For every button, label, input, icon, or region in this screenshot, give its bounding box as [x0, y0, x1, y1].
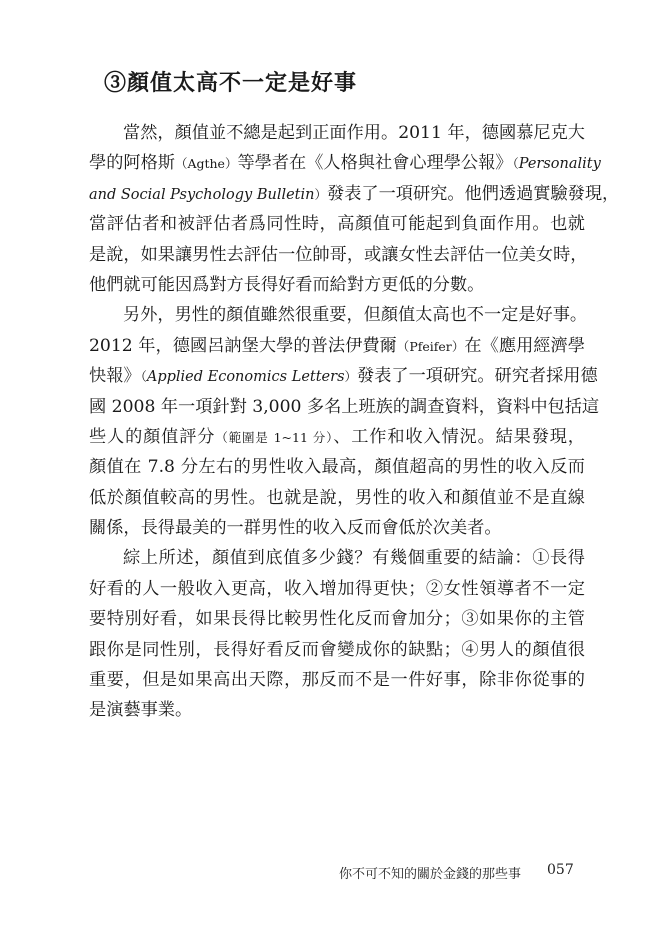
text-run: 顏值在 7.8 分左右的男性收入最高，顏值超高的男性的收入反而 — [89, 457, 585, 478]
text-line — [89, 209, 585, 239]
text-run: 2012 年，德國呂訥堡大學的普法伊費爾 — [89, 335, 397, 356]
text-line — [89, 483, 585, 513]
text-line — [89, 118, 585, 148]
text-line — [89, 635, 585, 665]
text-run: 他們就可能因爲對方長得好看而給對方更低的分數。 — [89, 274, 485, 295]
text-run: 等學者在《人格與社會心理學公報》 — [237, 153, 513, 174]
text-line — [89, 513, 585, 543]
text-run: 當評估者和被評估者爲同性時，高顏值可能起到負面作用。也就 — [89, 214, 585, 235]
text-run: 快報》 — [89, 366, 141, 387]
text-line — [89, 695, 585, 725]
text-run: 重要，但是如果高出天際，那反而不是一件好事，除非你從事的 — [89, 670, 585, 691]
small-text-run: ） — [314, 186, 327, 202]
text-line — [89, 665, 585, 695]
text-run: 是演藝事業。 — [89, 700, 193, 721]
text-line — [89, 452, 585, 482]
text-run: 綜上所述，顏值到底值多少錢？有幾個重要的結論：①長得 — [123, 548, 585, 569]
text-line — [89, 270, 585, 300]
text-run: 要特別好看，如果長得比較男性化反而會加分；③如果你的主管 — [89, 609, 585, 630]
small-text-run: （ — [140, 369, 147, 385]
text-line — [89, 331, 585, 361]
paragraph — [89, 543, 585, 725]
italic-title-run: Applied Economics Letters — [146, 369, 345, 386]
text-run: 低於顏值較高的男性。也就是說，男性的收入和顏值並不是直線 — [89, 487, 585, 508]
small-text-run: ） — [344, 369, 358, 385]
text-run: 些人的顏值評分 — [89, 426, 216, 447]
small-text-run: （Agthe） — [174, 156, 238, 172]
text-line — [89, 300, 588, 330]
paragraph — [89, 118, 620, 300]
text-run: 關係，長得最美的一群男性的收入反而會低於次美者。 — [89, 518, 502, 539]
small-text-run: （Pfeifer） — [396, 338, 465, 354]
text-run: 、工作和收入情況。結果發現， — [333, 426, 585, 447]
text-line — [89, 361, 598, 391]
text-line — [89, 148, 601, 178]
text-line — [89, 240, 588, 270]
text-run: 當然，顏值並不總是起到正面作用。2011 年，德國慕尼克大 — [123, 123, 585, 143]
running-footer-title: 你不可不知的關於金錢的那些事 — [339, 867, 522, 882]
text-line — [89, 604, 585, 634]
small-text-run: （範圍是 1~11 分） — [215, 429, 334, 445]
text-run: 發表了一項研究。研究者採用德 — [357, 366, 598, 387]
section-heading: ③顏值太高不一定是好事 — [104, 70, 358, 96]
text-line — [89, 422, 585, 452]
text-line — [89, 543, 585, 573]
text-line — [89, 392, 600, 422]
text-run: 在《應用經濟學 — [464, 335, 585, 356]
text-line — [89, 179, 620, 209]
text-run: 是說，如果讓男性去評估一位帥哥，或讓女性去評估一位美女時， — [89, 244, 588, 265]
paragraph — [89, 300, 600, 543]
small-text-run: （ — [512, 156, 519, 172]
text-run: 發表了一項研究。他們透過實驗發現， — [327, 183, 620, 204]
italic-title-run: Personality — [518, 156, 601, 173]
body-text — [89, 118, 620, 726]
text-run: 學的阿格斯 — [89, 153, 175, 174]
text-line — [89, 574, 585, 604]
page-number: 057 — [547, 862, 574, 878]
text-run: 另外，男性的顏值雖然很重要，但顏值太高也不一定是好事。 — [123, 305, 588, 326]
text-run: 國 2008 年一項針對 3,000 多名上班族的調查資料，資料中包括這 — [89, 396, 600, 417]
italic-title-run: and Social Psychology Bulletin — [89, 186, 315, 203]
text-run: 好看的人一般收入更高，收入增加得更快；②女性領導者不一定 — [89, 578, 585, 599]
text-run: 跟你是同性別，長得好看反而會變成你的缺點；④男人的顏值很 — [89, 639, 585, 660]
